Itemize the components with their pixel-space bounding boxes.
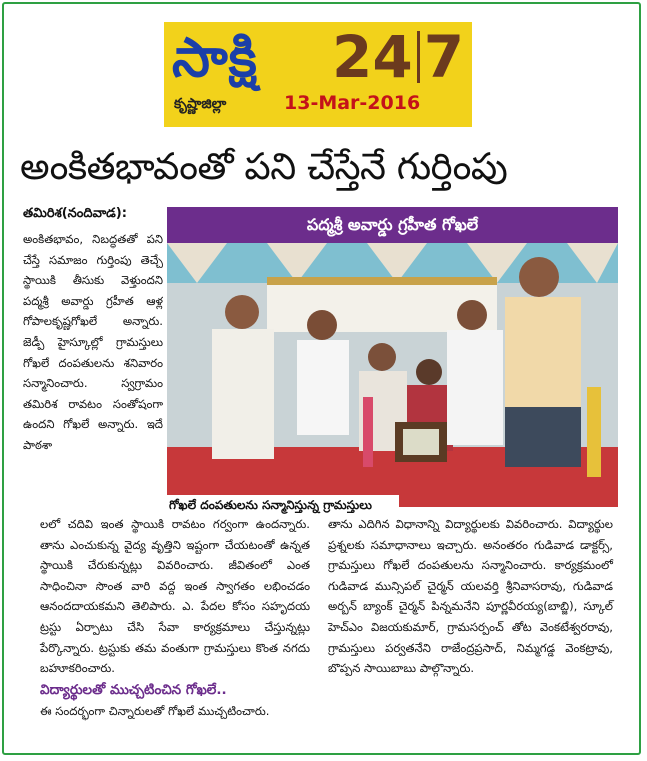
article-subhead: విద్యార్థులతో ముచ్చటించిన గోఖలే.. xyxy=(40,681,227,698)
article-body-right: తాను ఎదిగిన విధానాన్ని విద్యార్థులకు వివరించారు. విద్యార్థుల ప్రశ్నలకు సమాధానాలు ఇచ్చారు. అనంతరం గుడివాడ డాక్టర్స్, గ్రామస్తులు గోఖలే దంపతులను సన్మానించారు. కార్యక్రమంలో గుడివాడ మున్సిపల్ చైర్మన్ యలవర్తి శ్రీనివాసరావు, గుడివాడ అర్బన్ బ్యాంక్ చైర్మన్ పిన్నమనేని పూర్ణవీరయ్య(బాబ్జి), స్కూల్ హెచ్‌ఎం విజయకుమార్, గ్రామసర్పంచ్ తోట వెంకటేశ్వరరావు, గ్రామస్తులు పర్వతనేని రాజేంద్రప్రసాద్, నిమ్మగడ్డ వెంకట్రావు, బొప్పన సాయిబాబు పాల్గొన్నారు. xyxy=(328,517,613,676)
publication-date: 13-Mar-2016 xyxy=(284,92,421,114)
photo-illustration xyxy=(167,207,618,507)
edition-logo xyxy=(332,24,464,90)
edition-number-suffix: 7 xyxy=(423,23,465,91)
newspaper-logo: సాక్షి xyxy=(172,26,258,89)
article-headline: అంకితభావంతో పని చేస్తేనే గుర్తింపు xyxy=(20,145,508,188)
article-lead-text: అంకితభావం, నిబద్ధతతో పని చేస్తే సమాజం గుర్తింపు తెచ్చే స్థాయికి తీసుకు వెళ్తుందని పద్మశ్రీ అవార్డు గ్రహీత ఆళ్ల గోపాలకృష్ణగోఖలే అన్నారు. జెడ్పీ హైస్కూల్లో గ్రామస్తులు గోఖలే దంపతులను శనివారం సన్మానించారు. స్వగ్రామం తమిరిశ రావటం సంతోషంగా ఉందని గోఖలే అన్నారు. ఇదే పాఠశా xyxy=(23,232,163,452)
photo-caption: గోఖలే దంపతులను సన్మానిస్తున్న గ్రామస్తులు xyxy=(167,495,399,515)
district-name: కృష్ణాజిల్లా xyxy=(174,96,227,112)
newspaper-masthead xyxy=(164,22,472,127)
article-dateline: తమిరిశ(నందివాడ): xyxy=(23,206,127,221)
edition-separator xyxy=(417,31,420,83)
article-body-left xyxy=(40,514,310,721)
photo-banner: పద్మశ్రీ అవార్డు గ్రహీత గోఖలే xyxy=(167,207,618,243)
article-body-left-text-2: ఈ సందర్భంగా చిన్నారులతో గోఖలే ముచ్చటించారు. xyxy=(40,703,270,718)
article-body-left-text: లలో చదివి ఇంత స్థాయికి రావటం గర్వంగా ఉందన్నారు. తాను ఎంచుకున్న వైద్య వృత్తిని ఇష్టంగా చేయటంతో ఉన్నత స్థాయికి చేరుకున్నట్లు వివరించారు. జీవితంలో ఎంత సాధించినా సొంత వారి వద్ద ఇంత స్వాగతం లభించడం ఆనందదాయకమని తెలిపారు. ఎ. పేదల కోసం సహృదయ ట్రస్టు ఏర్పాటు చేసి సేవా కార్యక్రమాలు చేస్తున్నట్లు పేర్కొన్నారు. ట్రస్టుకు తమ వంతుగా గ్రామస్తులు కొంత నగదు బహూకరించారు. xyxy=(40,517,310,676)
article-photo xyxy=(167,207,618,507)
edition-number: 24 xyxy=(332,23,413,91)
